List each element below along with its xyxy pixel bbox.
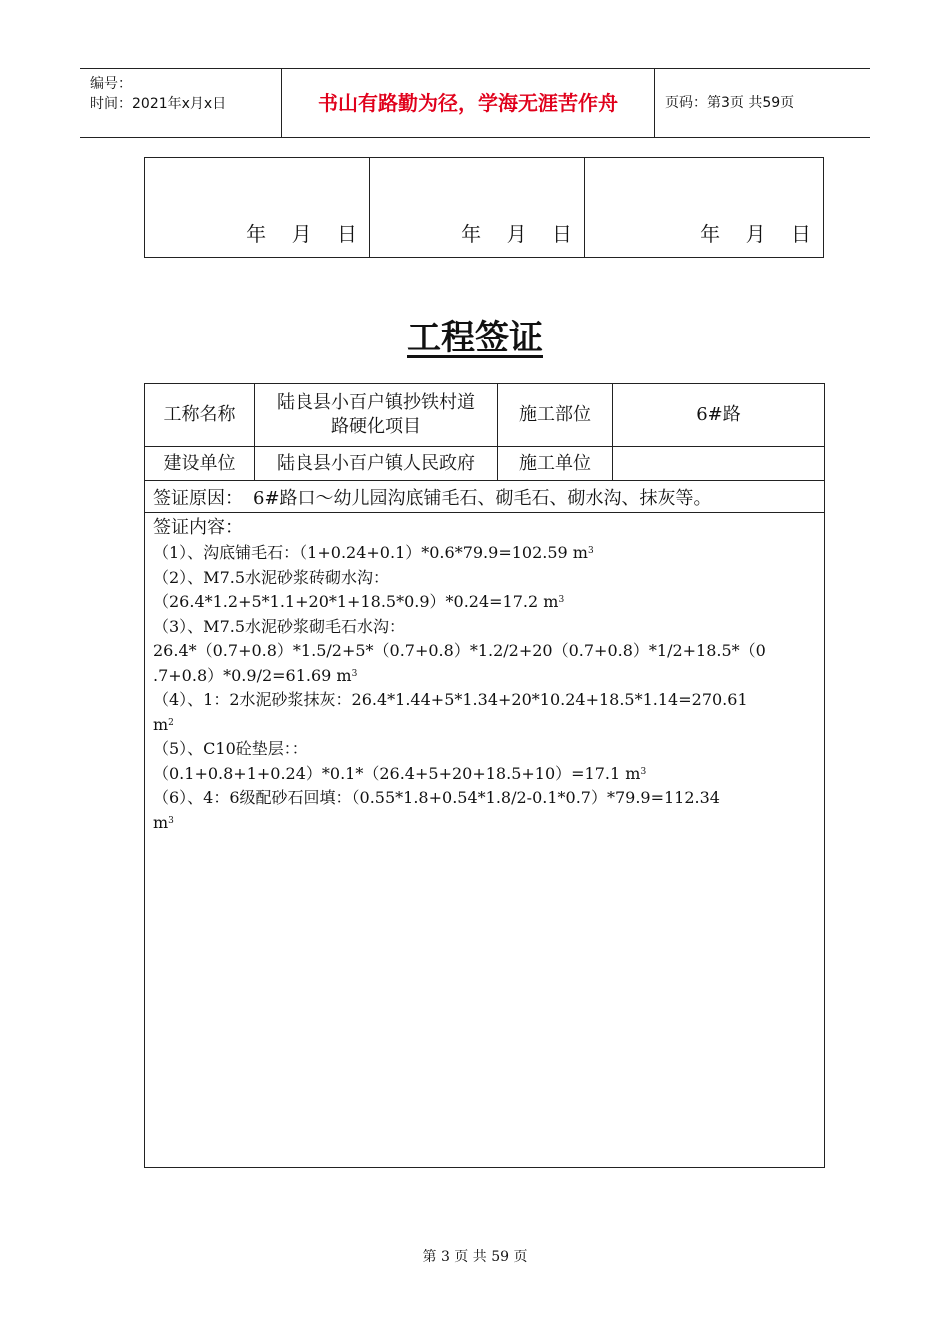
content-line-text: m xyxy=(153,812,169,832)
content-line xyxy=(153,688,816,713)
content-line xyxy=(153,737,816,762)
content-line-text: （26.4*1.2+5*1.1+20*1+18.5*0.9）*0.24=17.2 m xyxy=(153,592,559,611)
reason-value: 6#路口～幼儿园沟底铺毛石、砌毛石、砌水沟、抹灰等。 xyxy=(253,487,712,509)
contractor-label: 施工单位 xyxy=(498,447,613,480)
content-line xyxy=(153,541,816,566)
project-value-line1: 陆良县小百户镇抄铁村道 xyxy=(277,392,475,413)
header-meta xyxy=(80,69,282,137)
builder-value: 陆良县小百户镇人民政府 xyxy=(255,447,498,480)
content-line-text: .7+0.8）*0.9/2=61.69 m xyxy=(153,665,352,685)
date-text-3: 年 月 日 xyxy=(700,222,811,246)
content-line xyxy=(153,566,816,591)
content-line xyxy=(153,762,816,787)
content-line xyxy=(153,590,816,615)
unit-exponent: 3 xyxy=(640,766,647,777)
builder-label: 建设单位 xyxy=(145,447,255,480)
contractor-value xyxy=(613,447,824,480)
document-title-text: 工程签证 xyxy=(407,318,543,358)
date-cell-1 xyxy=(145,158,370,257)
content-line-text: m xyxy=(153,714,169,734)
row-project xyxy=(145,384,824,447)
site-label: 施工部位 xyxy=(498,384,613,446)
unit-exponent: 3 xyxy=(558,595,565,605)
row-reason xyxy=(145,481,824,513)
number-label: 编号： xyxy=(90,76,132,92)
reason-text xyxy=(153,481,712,512)
content-line xyxy=(153,639,816,664)
unit-exponent: 3 xyxy=(351,668,358,679)
page-footer: 第 3 页 共 59 页 xyxy=(422,1249,528,1265)
content-line xyxy=(153,615,816,640)
content-line-text: （5）、C10砼垫层：： xyxy=(153,739,308,758)
document-title xyxy=(0,310,950,359)
visa-content xyxy=(145,513,824,835)
content-line xyxy=(153,786,816,811)
content-line xyxy=(153,811,816,836)
reason-label: 签证原因： xyxy=(153,487,243,509)
date-text-1: 年 月 日 xyxy=(246,222,357,246)
date-cell-3 xyxy=(584,158,823,257)
visa-form-table xyxy=(144,383,825,1168)
header-motto: 书山有路勤为径，学海无涯苦作舟 xyxy=(282,69,655,137)
row-builder xyxy=(145,447,824,481)
content-line xyxy=(153,664,816,689)
content-line-text: 26.4*（0.7+0.8）*1.5/2+5*（0.7+0.8）*1.2/2+20（0.7+0.8）*1/2+18.5*（0 xyxy=(153,641,766,660)
content-line-text: （0.1+0.8+1+0.24）*0.1*（26.4+5+20+18.5+10）=17.1 m xyxy=(153,763,641,783)
site-value: 6#路 xyxy=(696,404,741,425)
content-line-text: （3）、M7.5水泥砂浆砌毛石水沟： xyxy=(153,616,406,636)
unit-exponent: 2 xyxy=(168,717,174,728)
unit-exponent: 3 xyxy=(168,815,174,826)
content-line xyxy=(153,713,816,738)
content-lines xyxy=(153,541,816,835)
unit-exponent: 3 xyxy=(587,546,594,556)
header-page-info: 页码：第3页 共59页 xyxy=(665,95,795,111)
page-header xyxy=(80,68,870,138)
content-line-text: （2）、M7.5水泥砂浆砖砌水沟： xyxy=(153,567,390,587)
project-label: 工称名称 xyxy=(145,384,255,446)
signature-date-box xyxy=(144,157,824,258)
project-value xyxy=(255,384,498,446)
content-line-text: （4）、1：2水泥砂浆抹灰：26.4*1.44+5*1.34+20*10.24+18.5*1.14=270.61 xyxy=(153,690,748,709)
date-cell-2 xyxy=(369,158,585,257)
date-text-2: 年 月 日 xyxy=(461,222,572,246)
project-value-line2: 路硬化项目 xyxy=(331,416,421,437)
content-line-text: （6）、4：6级配砂石回填：（0.55*1.8+0.54*1.8/2-0.1*0.7）*79.9=112.34 xyxy=(153,788,720,807)
content-line-text: （1）、沟底铺毛石：（1+0.24+0.1）*0.6*79.9=102.59 m xyxy=(153,543,588,562)
content-label: 签证内容： xyxy=(153,517,243,538)
time-label: 时间：2021年x月x日 xyxy=(90,96,227,112)
